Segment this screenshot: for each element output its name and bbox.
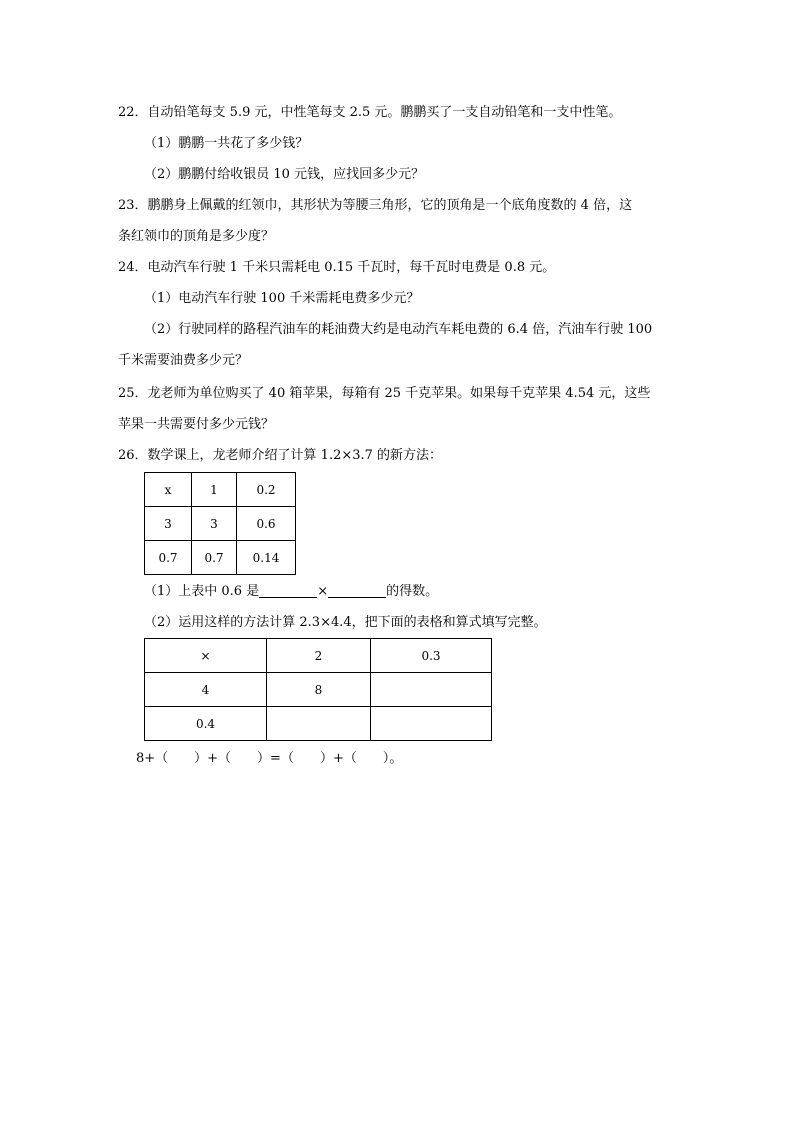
table-row [145, 507, 296, 541]
table-cell: 3 [145, 507, 192, 541]
table-cell: 0.2 [237, 473, 296, 507]
times-symbol: × [317, 584, 329, 599]
q22-text: 22．自动铅笔每支 5.9 元，中性笔每支 2.5 元。鹏鹏买了一支自动铅笔和一支中性笔。 [118, 105, 622, 120]
table-cell: 1 [192, 473, 237, 507]
table-cell: x [145, 473, 192, 507]
table-row [145, 639, 492, 673]
table-cell: × [145, 639, 267, 673]
table-cell: 0.14 [237, 541, 296, 575]
table-cell[interactable] [371, 707, 492, 741]
q24-text: 24．电动汽车行驶 1 千米只需耗电 0.15 千瓦时，每千瓦时电费是 0.8 元。 [118, 260, 556, 275]
table-cell[interactable] [267, 707, 371, 741]
table-cell: 0.7 [145, 541, 192, 575]
q23-line2: 条红领巾的顶角是多少度？ [118, 229, 275, 244]
table-row [145, 541, 296, 575]
table-cell: 4 [145, 673, 267, 707]
table-cell[interactable] [371, 673, 492, 707]
table-row [145, 707, 492, 741]
table-cell: 8 [267, 673, 371, 707]
q22-sub1: （1）鹏鹏一共花了多少钱？ [144, 136, 309, 151]
answer-blank-1[interactable] [259, 584, 317, 598]
q25-line1: 25．龙老师为单位购买了 40 箱苹果，每箱有 25 千克苹果。如果每千克苹果 4.54 元，这些 [118, 386, 651, 401]
q26-sub1-prefix: （1）上表中 0.6 是 [144, 584, 260, 599]
q26-formula: 8+（ ）+（ ）=（ ）+（ ）。 [136, 751, 403, 766]
table-cell: 0.4 [145, 707, 267, 741]
table-cell: 2 [267, 639, 371, 673]
q26-sub1 [144, 584, 438, 598]
table-row [145, 473, 296, 507]
example-multiplication-table [144, 472, 296, 575]
table-cell: 0.3 [371, 639, 492, 673]
answer-blank-2[interactable] [328, 584, 386, 598]
q26-sub1-suffix: 的得数。 [386, 584, 439, 599]
table-row [145, 673, 492, 707]
table-cell: 0.7 [192, 541, 237, 575]
q22-sub2: （2）鹏鹏付给收银员 10 元钱，应找回多少元？ [144, 167, 425, 182]
q25-line2: 苹果一共需要付多少元钱？ [118, 417, 275, 432]
q26-sub2: （2）运用这样的方法计算 2.3×4.4，把下面的表格和算式填写完整。 [144, 615, 547, 630]
fill-in-multiplication-table [144, 638, 492, 741]
table-cell: 3 [192, 507, 237, 541]
q24-sub2-line2: 千米需要油费多少元？ [118, 353, 249, 368]
q24-sub1: （1）电动汽车行驶 100 千米需耗电费多少元？ [144, 291, 420, 306]
q23-line1: 23．鹏鹏身上佩戴的红领巾，其形状为等腰三角形，它的顶角是一个底角度数的 4 倍，这 [118, 198, 633, 213]
table-cell: 0.6 [237, 507, 296, 541]
q26-text: 26．数学课上，龙老师介绍了计算 1.2×3.7 的新方法： [118, 448, 443, 463]
q24-sub2-line1: （2）行驶同样的路程汽油车的耗油费大约是电动汽车耗电费的 6.4 倍，汽油车行驶 100 [144, 322, 653, 337]
